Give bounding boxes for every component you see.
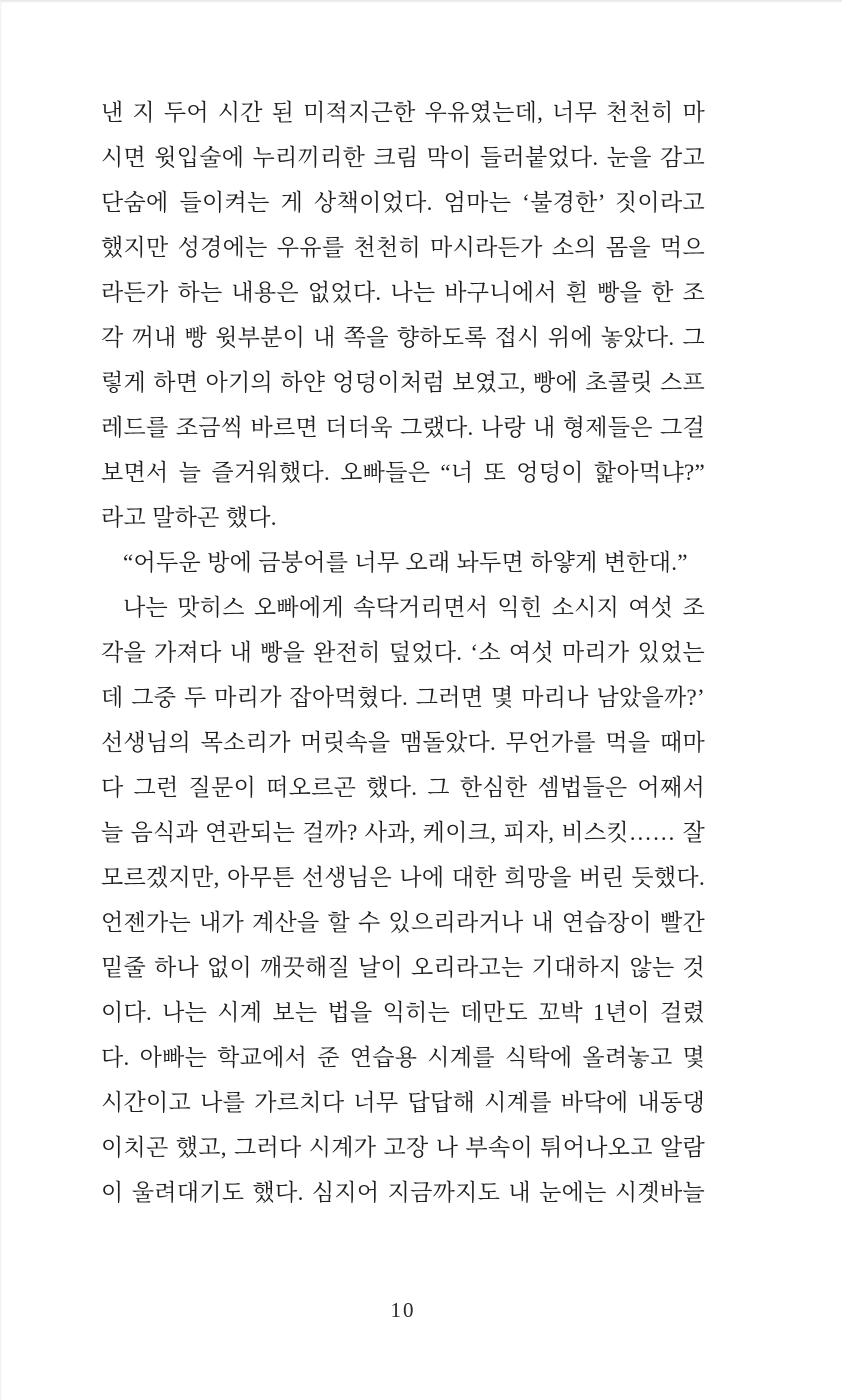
text-line: 밑줄 하나 없이 깨끗해질 날이 오리라고는 기대하지 않는 것 [101, 955, 705, 980]
scan-edge-left [0, 0, 2, 1400]
text-line: 모르겠지만, 아무튼 선생님은 나에 대한 희망을 버린 듯했다. [101, 865, 705, 890]
text-line: 다. 아빠는 학교에서 준 연습용 시계를 식탁에 올려놓고 몇 [101, 1045, 705, 1070]
text-line: 보면서 늘 즐거워했다. 오빠들은 “너 또 엉덩이 핥아먹냐?” [101, 460, 705, 485]
text-line: 늘 음식과 연관되는 걸까? 사과, 케이크, 피자, 비스킷…… 잘 [101, 820, 705, 845]
text-line: 라고 말하곤 했다. [101, 505, 277, 530]
text-line: 이치곤 했고, 그러다 시계가 고장 나 부속이 튀어나오고 알람 [101, 1135, 705, 1160]
text-line: 선생님의 목소리가 머릿속을 맴돌았다. 무언가를 먹을 때마 [101, 730, 705, 755]
text-line: 각을 가져다 내 빵을 완전히 덮었다. ‘소 여섯 마리가 있었는 [101, 640, 705, 665]
text-line: 다 그런 질문이 떠오르곤 했다. 그 한심한 셈법들은 어째서 [101, 775, 705, 800]
text-line: 언젠가는 내가 계산을 할 수 있으리라거나 내 연습장이 빨간 [101, 910, 705, 935]
text-line: 이 울려대기도 했다. 심지어 지금까지도 내 눈에는 시곗바늘 [101, 1180, 705, 1205]
text-line: 이다. 나는 시계 보는 법을 익히는 데만도 꼬박 1년이 걸렸 [101, 1000, 705, 1025]
text-line: 낸 지 두어 시간 된 미적지근한 우유였는데, 너무 천천히 마 [101, 100, 705, 125]
text-line: “어두운 방에 금붕어를 너무 오래 놔두면 하얗게 변한대.” [123, 550, 688, 575]
text-line: 시면 윗입술에 누리끼리한 크림 막이 들러붙었다. 눈을 감고 [101, 145, 705, 170]
text-line: 라든가 하는 내용은 없었다. 나는 바구니에서 흰 빵을 한 조 [101, 280, 705, 305]
text-line: 단숨에 들이켜는 게 상책이었다. 엄마는 ‘불경한’ 짓이라고 [101, 190, 705, 215]
page-number: 10 [390, 1298, 416, 1322]
text-line: 렇게 하면 아기의 하얀 엉덩이처럼 보였고, 빵에 초콜릿 스프 [101, 370, 705, 395]
scan-edge-top [0, 0, 842, 3]
text-line: 나는 맛히스 오빠에게 속닥거리면서 익힌 소시지 여섯 조 [123, 595, 705, 620]
text-line: 각 꺼내 빵 윗부분이 내 쪽을 향하도록 접시 위에 놓았다. 그 [101, 325, 705, 350]
body-text [101, 90, 705, 1215]
text-line: 시간이고 나를 가르치다 너무 답답해 시계를 바닥에 내동댕 [101, 1090, 705, 1115]
text-line: 했지만 성경에는 우유를 천천히 마시라든가 소의 몸을 먹으 [101, 235, 705, 260]
text-line: 레드를 조금씩 바르면 더더욱 그랬다. 나랑 내 형제들은 그걸 [101, 415, 705, 440]
text-line: 데 그중 두 마리가 잡아먹혔다. 그러면 몇 마리나 남았을까?’ [101, 685, 705, 710]
